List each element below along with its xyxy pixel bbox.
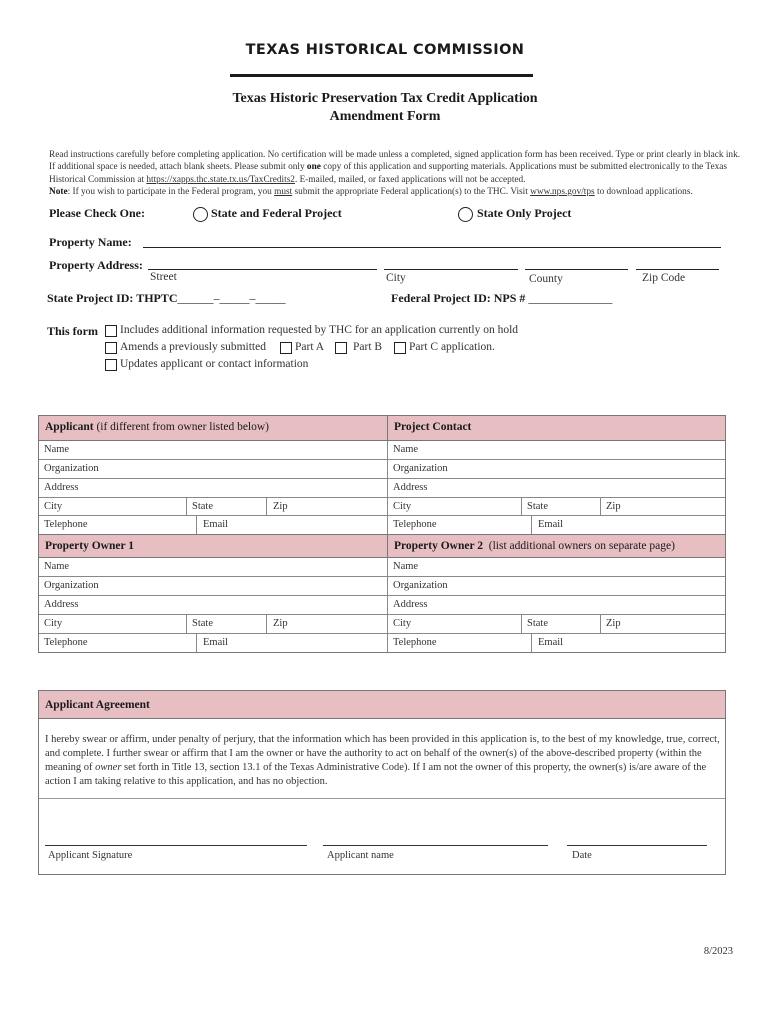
county-field[interactable] xyxy=(525,269,628,270)
note-text-3: to download applications. xyxy=(594,186,693,197)
owner1-state-label: State xyxy=(192,618,213,629)
owner2-organization-row[interactable] xyxy=(387,577,725,596)
applicant-address-label: Address xyxy=(44,482,79,493)
checkbox-amends-label: Amends a previously submitted xyxy=(120,341,266,353)
checkbox-part-b-label: Part B xyxy=(353,341,383,353)
owner1-address-row[interactable] xyxy=(39,596,387,615)
state-project-id[interactable] xyxy=(47,291,286,306)
checkbox-updates-label: Updates applicant or contact information xyxy=(120,358,309,370)
owner2-name-label: Name xyxy=(393,561,419,572)
owner2-title: Property Owner 2 xyxy=(394,540,484,552)
form-title: Texas Historic Preservation Tax Credit Application xyxy=(232,91,538,106)
owner1-city-label: City xyxy=(44,618,63,629)
form-subtitle: Amendment Form xyxy=(329,109,441,124)
checkbox-part-a[interactable] xyxy=(280,342,292,354)
owner1-title: Property Owner 1 xyxy=(45,540,135,552)
contact-address-row[interactable] xyxy=(387,479,725,498)
agreement-text xyxy=(45,733,720,789)
date-line[interactable] xyxy=(567,845,707,846)
applicant-city-row[interactable] xyxy=(39,498,387,516)
note-text-2: submit the appropriate Federal application(s) to the THC. Visit xyxy=(292,186,531,197)
street-caption: Street xyxy=(150,271,177,283)
owner1-name-row[interactable] xyxy=(39,558,387,577)
applicant-telephone-label: Telephone xyxy=(44,519,88,530)
contact-telephone-label: Telephone xyxy=(393,519,437,530)
applicant-telephone-row[interactable] xyxy=(39,516,387,534)
checkbox-additional-info-label: Includes additional information requested by THC for an application currently on hold xyxy=(120,324,519,336)
owner1-name-label: Name xyxy=(44,561,70,572)
owner2-city-label: City xyxy=(393,618,412,629)
applicant-name-label: Name xyxy=(44,444,70,455)
instructions xyxy=(49,149,745,198)
instructions-text-3: . E-mailed, mailed, or faxed applications will not be accepted. xyxy=(294,174,526,185)
federal-project-id-label: Federal Project ID: NPS # xyxy=(391,291,526,305)
revision-date: 8/2023 xyxy=(703,946,733,957)
submission-link[interactable]: https://xapps.thc.state.tx.us/TaxCredits2 xyxy=(146,174,295,185)
owner2-telephone-label: Telephone xyxy=(393,637,437,648)
header-rule xyxy=(230,74,533,77)
city-caption: City xyxy=(386,272,406,284)
check-one-label: Please Check One: xyxy=(49,206,145,220)
owner1-zip-label: Zip xyxy=(273,618,288,629)
organization-name: TEXAS HISTORICAL COMMISSION xyxy=(245,42,525,58)
agreement-text-2: set forth in Title 13, section 13.1 of the Texas Administrative Code). If I am not the owner of this property, the owner(s) is/are aware of the action I am taking relative to this application, and has no objection. xyxy=(45,762,707,787)
owner1-email-label: Email xyxy=(203,637,229,648)
contact-email-label: Email xyxy=(538,519,564,530)
city-field[interactable] xyxy=(384,269,518,270)
radio-state-only[interactable] xyxy=(458,207,473,222)
contact-organization-row[interactable] xyxy=(387,460,725,479)
radio-state-federal[interactable] xyxy=(193,207,208,222)
owner2-state-label: State xyxy=(527,618,548,629)
note-label: Note xyxy=(49,186,68,197)
contact-name-label: Name xyxy=(393,444,419,455)
owner2-organization-label: Organization xyxy=(393,580,448,591)
applicant-organization-row[interactable] xyxy=(39,460,387,479)
signature-line[interactable] xyxy=(45,845,307,846)
owner1-city-row[interactable] xyxy=(39,615,387,634)
property-address-label: Property Address: xyxy=(49,258,143,272)
owner2-name-row[interactable] xyxy=(387,558,725,577)
property-name-label: Property Name: xyxy=(49,235,132,249)
owner1-organization-label: Organization xyxy=(44,580,99,591)
owner2-email-label: Email xyxy=(538,637,564,648)
federal-project-id-blank: ______________ xyxy=(528,291,613,305)
contact-zip-label: Zip xyxy=(606,501,621,512)
radio-state-only-label: State Only Project xyxy=(477,206,572,220)
federal-project-id[interactable] xyxy=(391,291,612,306)
contact-name-row[interactable] xyxy=(387,441,725,460)
state-project-id-label: State Project ID: THPTC xyxy=(47,291,178,305)
applicant-organization-label: Organization xyxy=(44,463,99,474)
owner1-telephone-row[interactable] xyxy=(39,634,387,653)
owner2-subtitle: (list additional owners on separate page) xyxy=(488,540,675,552)
applicant-name-line[interactable] xyxy=(323,845,548,846)
note-text-1: : If you wish to participate in the Federal program, you xyxy=(67,186,275,197)
project-contact-header xyxy=(387,416,725,441)
applicant-zip-label: Zip xyxy=(273,501,288,512)
instructions-one: one xyxy=(306,162,321,173)
agreement-divider xyxy=(39,798,725,799)
applicant-header xyxy=(39,416,387,441)
signature-label: Applicant Signature xyxy=(48,850,133,861)
applicant-title: Applicant xyxy=(45,421,94,433)
applicant-email-label: Email xyxy=(203,519,229,530)
instructions-text-1: Read instructions carefully before completing application. No certification will be made unless a completed, signed application form has been received. Type or print clearly in black ink. If additional space is needed, attach blank sheets. Please submit only xyxy=(49,150,741,173)
contact-table xyxy=(38,415,726,653)
applicant-city-label: City xyxy=(44,501,63,512)
state-project-id-blank: ______–_____–_____ xyxy=(177,291,286,305)
applicant-name-row[interactable] xyxy=(39,441,387,460)
nps-link[interactable]: www.nps.gov/tps xyxy=(530,186,595,197)
date-label: Date xyxy=(572,850,592,861)
checkbox-updates[interactable] xyxy=(105,359,117,371)
checkbox-part-a-label: Part A xyxy=(295,341,325,353)
checkbox-part-c[interactable] xyxy=(394,342,406,354)
owner2-address-label: Address xyxy=(393,599,428,610)
agreement-header xyxy=(39,691,725,719)
agreement-owner-word: owner xyxy=(95,762,122,773)
radio-state-federal-label: State and Federal Project xyxy=(211,206,342,220)
contact-city-label: City xyxy=(393,501,412,512)
project-contact-title: Project Contact xyxy=(394,421,472,433)
zip-field[interactable] xyxy=(636,269,719,270)
agreement-title: Applicant Agreement xyxy=(45,699,150,711)
owner2-telephone-row[interactable] xyxy=(387,634,725,653)
owner2-city-row[interactable] xyxy=(387,615,725,634)
instructions-text-2: copy of this application and supporting materials. Applications must be submitted electronically to the Texas Historical Commission at xyxy=(49,162,727,185)
contact-organization-label: Organization xyxy=(393,463,448,474)
owner1-organization-row[interactable] xyxy=(39,577,387,596)
contact-state-label: State xyxy=(527,501,548,512)
county-caption: County xyxy=(529,273,563,285)
contact-telephone-row[interactable] xyxy=(387,516,725,534)
owner2-header xyxy=(387,534,725,558)
applicant-state-label: State xyxy=(192,501,213,512)
agreement-text-1: I hereby swear or affirm, under penalty of perjury, that the information which has been provided in this application is, to the best of my knowledge, true, correct, and complete. I further swear or affirm that I am the owner or have the authority to act on behalf of the owner(s) of the above-described property (within the meaning of xyxy=(45,734,720,773)
applicant-name-label: Applicant name xyxy=(327,850,394,861)
note-must: must xyxy=(274,186,293,197)
owner1-address-label: Address xyxy=(44,599,79,610)
this-form-label: This form xyxy=(47,324,98,338)
applicant-address-row[interactable] xyxy=(39,479,387,498)
owner1-header xyxy=(39,534,387,558)
street-field[interactable] xyxy=(148,269,377,270)
checkbox-part-b[interactable] xyxy=(335,342,347,354)
checkbox-part-c-label: Part C application. xyxy=(409,341,495,353)
applicant-subtitle: (if different from owner listed below) xyxy=(96,421,270,433)
owner2-address-row[interactable] xyxy=(387,596,725,615)
checkbox-additional-info[interactable] xyxy=(105,325,117,337)
zip-caption: Zip Code xyxy=(642,272,686,284)
owner2-zip-label: Zip xyxy=(606,618,621,629)
contact-city-row[interactable] xyxy=(387,498,725,516)
contact-address-label: Address xyxy=(393,482,428,493)
owner1-telephone-label: Telephone xyxy=(44,637,88,648)
checkbox-amends[interactable] xyxy=(105,342,117,354)
property-name-field[interactable] xyxy=(143,247,721,248)
